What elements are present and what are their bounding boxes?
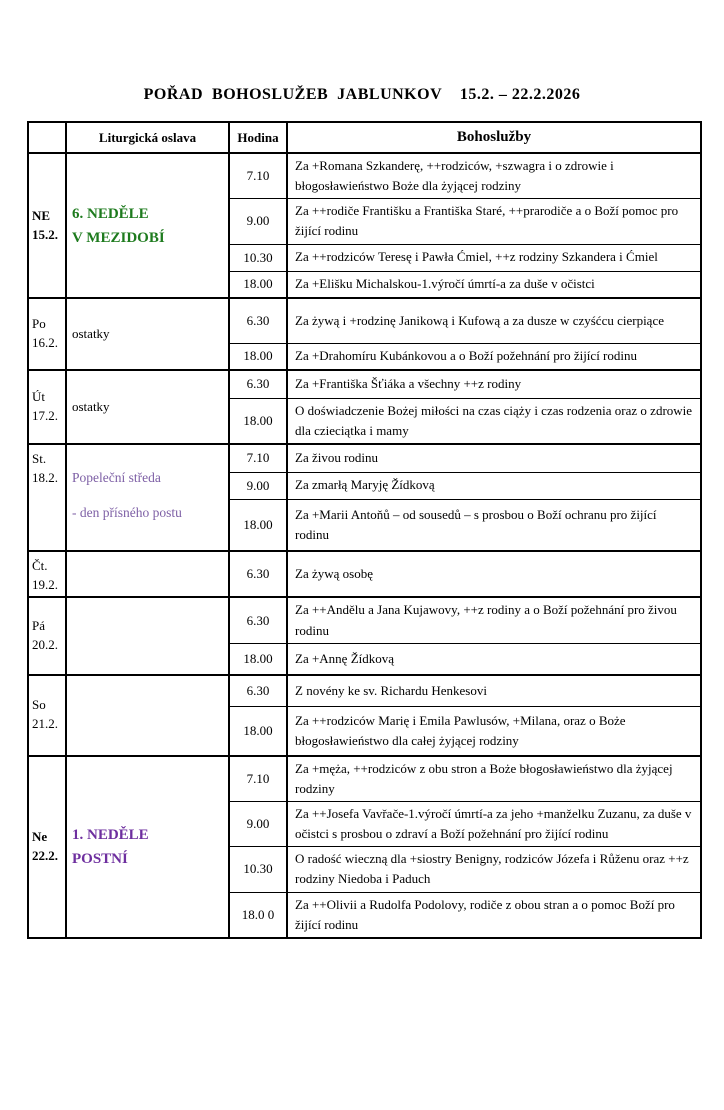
day-date: 17.2.	[32, 408, 58, 424]
time-cell: 7.10	[229, 756, 287, 802]
liturgical-cell	[66, 597, 229, 675]
service-cell: Z novény ke sv. Richardu Henkesovi	[287, 675, 701, 707]
table-row	[28, 756, 701, 802]
header-liturgical: Liturgická oslava	[66, 122, 229, 153]
time-cell: 6.30	[229, 370, 287, 398]
day-date: 18.2.	[32, 469, 58, 485]
service-cell: Za +Drahomíru Kubánkovou a o Boží požehnání pro žijící rodinu	[287, 343, 701, 370]
schedule-table	[27, 121, 702, 939]
header-day	[28, 122, 66, 153]
time-cell: 18.00	[229, 343, 287, 370]
day-cell	[28, 675, 66, 756]
liturgical-cell	[66, 675, 229, 756]
service-cell: Za +Františka Šťiáka a všechny ++z rodiny	[287, 370, 701, 398]
service-cell: Za żywą osobę	[287, 551, 701, 597]
time-cell: 18.00	[229, 398, 287, 444]
header-time: Hodina	[229, 122, 287, 153]
day-abbrev: Pá	[32, 617, 45, 633]
service-cell: O doświadczenie Bożej miłości na czas ciąży i czas rodzenia oraz o zdrowie dla czieciątka i mamy	[287, 398, 701, 444]
day-cell	[28, 298, 66, 370]
day-date: 22.2.	[32, 847, 58, 863]
time-cell: 7.10	[229, 444, 287, 472]
day-abbrev: So	[32, 697, 46, 713]
service-cell: Za +męża, ++rodziców z obu stron a Boże błogosławieństwo dla żyjącej rodziny	[287, 756, 701, 802]
time-cell: 18.00	[229, 707, 287, 756]
page	[0, 86, 724, 1110]
time-cell: 6.30	[229, 298, 287, 343]
liturgical-line: 6. NEDĚLE	[72, 205, 149, 222]
day-cell	[28, 551, 66, 597]
time-cell: 18.00	[229, 644, 287, 675]
day-abbrev: Čt.	[32, 558, 48, 574]
time-cell: 9.00	[229, 472, 287, 499]
day-abbrev: Po	[32, 316, 46, 332]
time-cell: 18.00	[229, 271, 287, 298]
table-row	[28, 597, 701, 644]
service-cell: Za +Elišku Michalskou-1.výročí úmrtí-a za duše v očistci	[287, 271, 701, 298]
liturgical-cell	[66, 444, 229, 551]
day-cell	[28, 444, 66, 551]
liturgical-cell	[66, 756, 229, 938]
day-date: 16.2.	[32, 335, 58, 351]
liturgical-line: V MEZIDOBÍ	[72, 229, 165, 246]
service-cell: Za zmarłą Maryję Žídkovą	[287, 472, 701, 499]
service-cell: Za ++rodziców Marię i Emila Pawlusów, +Milana, oraz o Boże błogosławieństwo dla całej żyjącej rodziny	[287, 707, 701, 756]
liturgical-line: ostatky	[72, 325, 110, 341]
liturgical-line: POSTNÍ	[72, 850, 128, 867]
day-abbrev: Ne	[32, 828, 48, 844]
table-row	[28, 675, 701, 707]
time-cell: 10.30	[229, 244, 287, 271]
time-cell: 10.30	[229, 847, 287, 892]
day-cell	[28, 153, 66, 298]
day-date: 21.2.	[32, 716, 58, 732]
time-cell: 6.30	[229, 597, 287, 644]
liturgical-cell	[66, 298, 229, 370]
service-cell: Za ++rodiče Františku a Františka Staré, ++prarodiče a o Boží pomoc pro žijící rodinu	[287, 199, 701, 244]
day-abbrev: NE	[32, 207, 51, 223]
day-date: 20.2.	[32, 636, 58, 652]
liturgical-cell	[66, 551, 229, 597]
liturgical-cell	[66, 370, 229, 444]
header-row	[28, 122, 701, 153]
day-date: 15.2.	[32, 226, 58, 242]
header-services: Bohoslužby	[287, 122, 701, 153]
table-row	[28, 153, 701, 199]
liturgical-line: - den přísného postu	[72, 504, 182, 520]
time-cell: 6.30	[229, 675, 287, 707]
liturgical-cell	[66, 153, 229, 298]
service-cell: Za ++Olivii a Rudolfa Podolovy, rodiče z obou stran a o pomoc Boží pro žijící rodinu	[287, 892, 701, 938]
table-row	[28, 444, 701, 472]
time-cell: 9.00	[229, 199, 287, 244]
day-abbrev: St.	[32, 451, 47, 467]
day-cell	[28, 756, 66, 938]
page-title: POŘAD BOHOSLUŽEB JABLUNKOV 15.2. – 22.2.2026	[143, 86, 581, 103]
service-cell: Za +Romana Szkanderę, ++rodziców, +szwagra i o zdrowie i błogosławieństwo Boże dla żyjącej rodziny	[287, 153, 701, 199]
service-cell: Za ++Andělu a Jana Kujawovy, ++z rodiny a o Boží požehnání pro živou rodinu	[287, 597, 701, 644]
liturgical-line: ostatky	[72, 398, 110, 414]
service-cell: Za +Marii Antoňů – od sousedů – s prosbou o Boží ochranu pro žijící rodinu	[287, 499, 701, 551]
service-cell: Za ++rodziców Teresę i Pawła Ćmiel, ++z rodziny Szkandera i Ćmiel	[287, 244, 701, 271]
day-cell	[28, 597, 66, 675]
service-cell: O radość wieczną dla +siostry Benigny, rodziców Józefa i Růženu oraz ++z rodziny Niedoba i Paduch	[287, 847, 701, 892]
service-cell: Za żywą i +rodzinę Janikową i Kufową a za dusze w czyśćcu cierpiące	[287, 298, 701, 343]
table-row	[28, 370, 701, 398]
day-date: 19.2.	[32, 576, 58, 592]
service-cell: Za ++Josefa Vavřače-1.výročí úmrtí-a za jeho +manželku Zuzanu, za duše v očistci s prosbou o zdraví a Boží požehnání pro žijící rodinu	[287, 802, 701, 847]
service-cell: Za +Annę Žídkovą	[287, 644, 701, 675]
liturgical-line: Popeleční středa	[72, 470, 161, 486]
time-cell: 18.0 0	[229, 892, 287, 938]
time-cell: 7.10	[229, 153, 287, 199]
time-cell: 6.30	[229, 551, 287, 597]
day-abbrev: Út	[32, 389, 45, 405]
table-row	[28, 551, 701, 597]
service-cell: Za živou rodinu	[287, 444, 701, 472]
time-cell: 18.00	[229, 499, 287, 551]
time-cell: 9.00	[229, 802, 287, 847]
liturgical-line: 1. NEDĚLE	[72, 826, 149, 843]
table-row	[28, 298, 701, 343]
day-cell	[28, 370, 66, 444]
